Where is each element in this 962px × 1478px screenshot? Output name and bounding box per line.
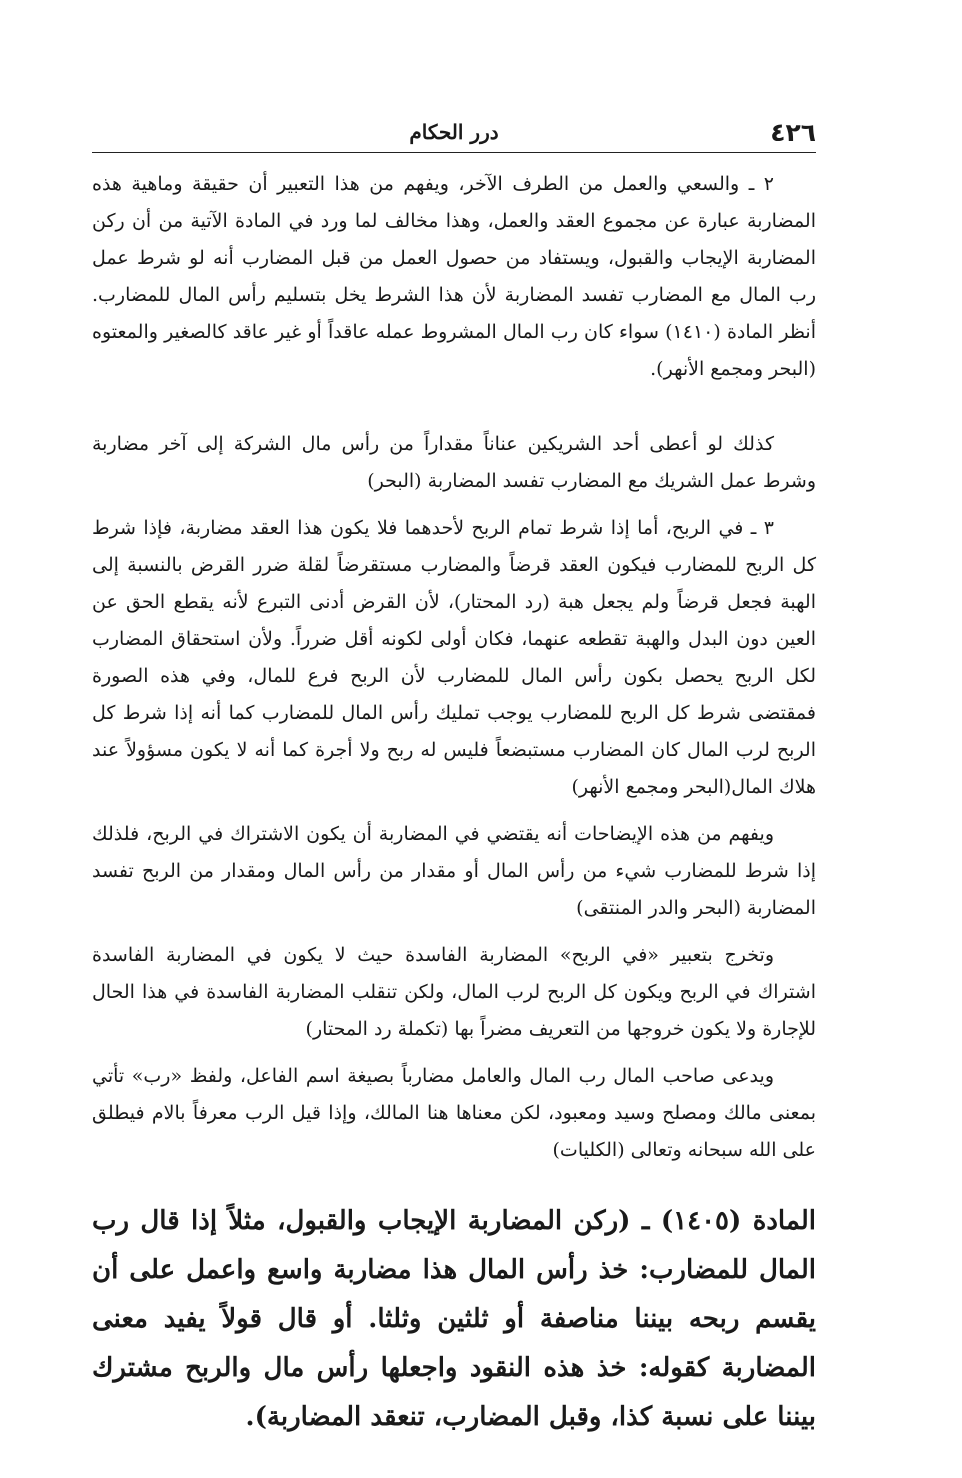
header-divider [92,152,816,153]
paragraph-terminology: ويدعى صاحب المال رب المال والعامل مضارباً بصيغة اسم الفاعل، ولفظ «رب» تأتي بمعنى مالك ومصلح وسيد ومعبود، لكن معناها هنا المالك، وإذا قيل الرب معرفاً بالام فيطلق على الله سبحانه وتعالى (الكليات) [92,1065,816,1161]
paragraph-invalid-mudaraba: وتخرج بتعبير «في الربح» المضاربة الفاسدة حيث لا يكون في المضاربة الفاسدة اشتراك في الربح ويكون كل الربح لرب المال، ولكن تنقلب المضاربة الفاسدة في هذا الحال للإجارة ولا يكون خروجها من التعريف مضراً بها (تكملة رد المحتار) [92,944,816,1040]
running-title: درر الحكام [409,120,499,144]
page-header [92,118,816,152]
paragraph-condition-2: ٢ ـ والسعي والعمل من الطرف الآخر، ويفهم من هذا التعبير أن حقيقة وماهية هذه المضاربة عبارة عن مجموع العقد والعمل، وهذا مخالف لما ورد في المادة الآتية من أن ركن المضاربة الإيجاب والقبول، ويستفاد من حصول العمل من قبل المضارب أنه لو شرط عمل رب المال مع المضارب تفسد المضاربة لأن هذا الشرط يخل بتسليم رأس المال للمضارب. أنظر المادة (١٤١٠) سواء كان رب المال المشروط عمله عاقداً أو غير عاقد كالصغير والمعتوه (البحر ومجمع الأنهر). [92,173,816,380]
body-text [92,166,816,1452]
page-number: ٤٢٦ [770,118,816,147]
paragraph-profit-sharing: ويفهم من هذه الإيضاحات أنه يقتضي في المضاربة أن يكون الاشتراك في الربح، فلذلك إذا شرط للمضارب شيء من رأس المال أو مقدار من رأس المال ومقدار من الربح تفسد المضاربة (البحر والدر المنتقى) [92,823,816,919]
paragraph-partner-note: كذلك لو أعطى أحد الشريكين عناناً مقداراً من رأس مال الشركة إلى آخر مضاربة وشرط عمل الشريك مع المضارب تفسد المضاربة (البحر) [92,433,816,492]
paragraph-condition-3: ٣ ـ في الربح، أما إذا شرط تمام الربح لأحدهما فلا يكون هذا العقد مضاربة، فإذا شرط كل الربح للمضارب فيكون العقد قرضاً والمضارب مستقرضاً لقلة ضرر القرض بالنسبة إلى الهبة فجعل قرضاً ولم يجعل هبة (رد المحتار)، لأن القرض أدنى التبرع لأنه يقطع الحق عن العين دون البدل والهبة تقطعه عنهما، فكان أولى لكونه أقل ضرراً. ولأن استحقاق المضارب لكل الربح يحصل بكون رأس المال للمضارب لأن الربح فرع للمال، وفي هذه الصورة فمقتضى شرط كل الربح للمضارب يوجب تمليك رأس المال للمضارب كما أنه إذا شرط كل الربح لرب المال كان المضارب مستبضعاً فليس له ربح ولا أجرة كما أنه لا يكون مسؤولاً عند هلاك المال(البحر ومجمع الأنهر) [92,517,816,798]
article-1405: المادة (١٤٠٥) ـ (ركن المضاربة الإيجاب والقبول، مثلاً إذا قال رب المال للمضارب: خذ رأس المال هذا مضاربة واسع واعمل على أن يقسم ربحه بيننا مناصفة أو ثلثين وثلثا. أو قال قولاً يفيد معنى المضاربة كقوله: خذ هذه النقود واجعلها رأس مال والربح مشترك بيننا على نسبة كذا، وقبل المضارب، تنعقد المضاربة). [92,1206,816,1432]
